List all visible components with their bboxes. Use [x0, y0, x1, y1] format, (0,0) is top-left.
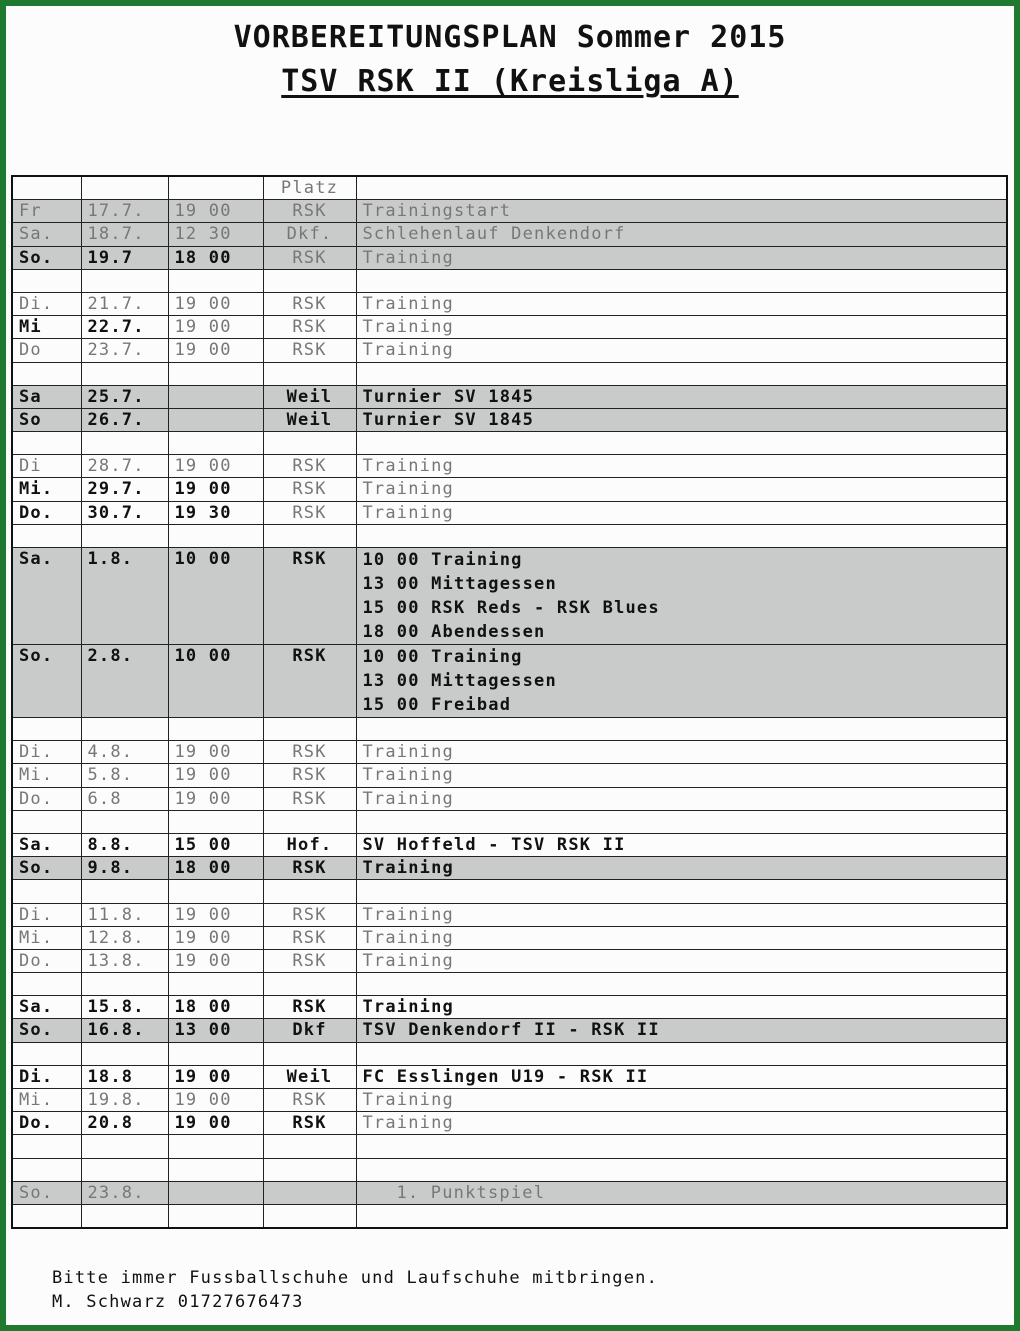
cell-desc: Training	[356, 1089, 1007, 1112]
header-day	[12, 176, 81, 200]
cell-date: 22.7.	[81, 316, 168, 339]
cell-place	[263, 1181, 356, 1204]
cell-time: 19 30	[168, 501, 263, 524]
cell-date: 23.7.	[81, 339, 168, 362]
blank-row	[12, 880, 1007, 903]
cell-place: RSK	[263, 292, 356, 315]
cell-place: RSK	[263, 857, 356, 880]
cell-desc: Training	[356, 455, 1007, 478]
cell-place: Dkf	[263, 1019, 356, 1042]
cell-date: 19.8.	[81, 1089, 168, 1112]
page-subtitle	[6, 64, 1014, 99]
cell-place: RSK	[263, 339, 356, 362]
cell-desc	[356, 718, 1007, 741]
table-row	[12, 857, 1007, 880]
cell-desc	[356, 432, 1007, 455]
cell-place: RSK	[263, 787, 356, 810]
cell-time	[168, 408, 263, 431]
cell-day: Do.	[12, 787, 81, 810]
header-desc	[356, 176, 1007, 200]
cell-day	[12, 524, 81, 547]
cell-day	[12, 1204, 81, 1228]
cell-day: Do	[12, 339, 81, 362]
cell-place	[263, 973, 356, 996]
cell-place: RSK	[263, 246, 356, 269]
table-row	[12, 1112, 1007, 1135]
cell-day: Mi	[12, 316, 81, 339]
cell-date	[81, 1204, 168, 1228]
cell-date: 15.8.	[81, 996, 168, 1019]
cell-date	[81, 524, 168, 547]
cell-day: So.	[12, 1019, 81, 1042]
cell-desc	[356, 269, 1007, 292]
cell-time	[168, 1135, 263, 1158]
blank-row	[12, 973, 1007, 996]
cell-time: 13 00	[168, 1019, 263, 1042]
desc-line: 10 00 Training	[362, 647, 523, 667]
cell-date	[81, 1042, 168, 1065]
cell-date: 8.8.	[81, 833, 168, 856]
cell-time: 19 00	[168, 949, 263, 972]
cell-place: RSK	[263, 949, 356, 972]
cell-day	[12, 1158, 81, 1181]
cell-date: 11.8.	[81, 903, 168, 926]
table-row	[12, 316, 1007, 339]
cell-time	[168, 1042, 263, 1065]
schedule-table-body	[12, 176, 1007, 1228]
cell-place: RSK	[263, 645, 356, 718]
cell-place: RSK	[263, 926, 356, 949]
table-row	[12, 645, 1007, 718]
cell-desc: Training	[356, 926, 1007, 949]
cell-desc: Training	[356, 764, 1007, 787]
table-header-row	[12, 176, 1007, 200]
table-row	[12, 339, 1007, 362]
cell-desc	[356, 973, 1007, 996]
cell-desc	[356, 880, 1007, 903]
cell-place: RSK	[263, 455, 356, 478]
cell-desc: Training	[356, 857, 1007, 880]
blank-row	[12, 1135, 1007, 1158]
cell-day	[12, 432, 81, 455]
cell-time: 19 00	[168, 1112, 263, 1135]
header-place: Platz	[263, 176, 356, 200]
table-row	[12, 1089, 1007, 1112]
table-row	[12, 926, 1007, 949]
cell-place: Weil	[263, 408, 356, 431]
cell-date	[81, 269, 168, 292]
cell-time	[168, 973, 263, 996]
cell-day: So.	[12, 857, 81, 880]
cell-date: 2.8.	[81, 645, 168, 718]
cell-desc: Training	[356, 1112, 1007, 1135]
cell-time: 19 00	[168, 478, 263, 501]
cell-day: So.	[12, 645, 81, 718]
table-row	[12, 1065, 1007, 1088]
cell-time	[168, 385, 263, 408]
cell-place	[263, 524, 356, 547]
cell-place	[263, 362, 356, 385]
cell-date	[81, 432, 168, 455]
table-row	[12, 200, 1007, 223]
cell-desc	[356, 548, 1007, 645]
cell-time	[168, 1158, 263, 1181]
cell-date: 26.7.	[81, 408, 168, 431]
blank-row	[12, 1204, 1007, 1228]
cell-place: RSK	[263, 548, 356, 645]
cell-date	[81, 880, 168, 903]
cell-time	[168, 810, 263, 833]
blank-row	[12, 432, 1007, 455]
cell-time: 19 00	[168, 787, 263, 810]
cell-place: RSK	[263, 316, 356, 339]
cell-day: So.	[12, 246, 81, 269]
cell-time	[168, 362, 263, 385]
cell-day: Sa	[12, 385, 81, 408]
cell-day: Sa.	[12, 548, 81, 645]
blank-row	[12, 269, 1007, 292]
table-row	[12, 1181, 1007, 1204]
footer-contact: M. Schwarz 01727676473	[52, 1292, 304, 1312]
cell-date	[81, 718, 168, 741]
cell-date: 12.8.	[81, 926, 168, 949]
cell-place	[263, 718, 356, 741]
cell-place: RSK	[263, 741, 356, 764]
cell-desc: Turnier SV 1845	[356, 408, 1007, 431]
cell-day	[12, 718, 81, 741]
cell-place	[263, 1042, 356, 1065]
table-row	[12, 903, 1007, 926]
cell-place	[263, 1204, 356, 1228]
cell-place: RSK	[263, 478, 356, 501]
cell-desc: Training	[356, 478, 1007, 501]
cell-day	[12, 880, 81, 903]
cell-date: 25.7.	[81, 385, 168, 408]
cell-time: 15 00	[168, 833, 263, 856]
cell-time: 19 00	[168, 1089, 263, 1112]
cell-desc	[356, 1158, 1007, 1181]
cell-day: Fr	[12, 200, 81, 223]
cell-place: RSK	[263, 200, 356, 223]
cell-time: 19 00	[168, 1065, 263, 1088]
table-row	[12, 408, 1007, 431]
cell-time: 19 00	[168, 455, 263, 478]
schedule-page	[6, 6, 1014, 1325]
page-subtitle-text: TSV RSK II (Kreisliga A)	[281, 64, 739, 99]
header-date	[81, 176, 168, 200]
cell-date	[81, 362, 168, 385]
cell-desc	[356, 524, 1007, 547]
cell-desc	[356, 810, 1007, 833]
cell-place: Hof.	[263, 833, 356, 856]
cell-time	[168, 880, 263, 903]
cell-day	[12, 810, 81, 833]
cell-day: Di	[12, 455, 81, 478]
cell-time: 19 00	[168, 764, 263, 787]
cell-place: Dkf.	[263, 223, 356, 246]
cell-desc: Schlehenlauf Denkendorf	[356, 223, 1007, 246]
cell-desc: Training	[356, 787, 1007, 810]
cell-day: Do.	[12, 949, 81, 972]
cell-date	[81, 1135, 168, 1158]
cell-time: 12 30	[168, 223, 263, 246]
header-time	[168, 176, 263, 200]
cell-date: 16.8.	[81, 1019, 168, 1042]
cell-day: So	[12, 408, 81, 431]
table-row	[12, 996, 1007, 1019]
table-row	[12, 223, 1007, 246]
table-row	[12, 385, 1007, 408]
cell-desc: Training	[356, 316, 1007, 339]
cell-day: Do.	[12, 1112, 81, 1135]
table-row	[12, 949, 1007, 972]
cell-desc: SV Hoffeld - TSV RSK II	[356, 833, 1007, 856]
cell-date: 6.8	[81, 787, 168, 810]
blank-row	[12, 524, 1007, 547]
table-row	[12, 1019, 1007, 1042]
table-row	[12, 741, 1007, 764]
cell-date: 28.7.	[81, 455, 168, 478]
table-row	[12, 764, 1007, 787]
footer-note: Bitte immer Fussballschuhe und Laufschuhe mitbringen.	[52, 1268, 659, 1288]
cell-day	[12, 973, 81, 996]
cell-time: 19 00	[168, 200, 263, 223]
blank-row	[12, 810, 1007, 833]
cell-date: 18.8	[81, 1065, 168, 1088]
cell-desc	[356, 362, 1007, 385]
cell-time: 19 00	[168, 926, 263, 949]
cell-date: 9.8.	[81, 857, 168, 880]
cell-desc: Training	[356, 292, 1007, 315]
cell-day: Mi.	[12, 1089, 81, 1112]
cell-day: Sa.	[12, 223, 81, 246]
table-row	[12, 246, 1007, 269]
desc-line: 18 00 Abendessen	[362, 622, 546, 642]
desc-line: 10 00 Training	[362, 550, 523, 570]
desc-line: 13 00 Mittagessen	[362, 574, 557, 594]
cell-place	[263, 1158, 356, 1181]
cell-desc: Training	[356, 949, 1007, 972]
cell-time	[168, 1204, 263, 1228]
cell-place: RSK	[263, 1112, 356, 1135]
cell-desc: Training	[356, 741, 1007, 764]
table-row	[12, 501, 1007, 524]
cell-time: 19 00	[168, 903, 263, 926]
table-row	[12, 292, 1007, 315]
cell-day: Mi.	[12, 764, 81, 787]
cell-desc	[356, 1204, 1007, 1228]
cell-desc: Training	[356, 339, 1007, 362]
cell-day: Di.	[12, 1065, 81, 1088]
desc-line: 15 00 Freibad	[362, 695, 512, 715]
cell-desc: Training	[356, 501, 1007, 524]
cell-date: 17.7.	[81, 200, 168, 223]
cell-desc: Training	[356, 996, 1007, 1019]
cell-day	[12, 269, 81, 292]
cell-date: 23.8.	[81, 1181, 168, 1204]
cell-date	[81, 1158, 168, 1181]
cell-time	[168, 718, 263, 741]
cell-place: RSK	[263, 1089, 356, 1112]
cell-time	[168, 269, 263, 292]
cell-place: Weil	[263, 385, 356, 408]
cell-desc	[356, 1135, 1007, 1158]
cell-day: Mi.	[12, 926, 81, 949]
cell-date: 13.8.	[81, 949, 168, 972]
cell-day	[12, 1135, 81, 1158]
cell-desc	[356, 645, 1007, 718]
cell-place: RSK	[263, 501, 356, 524]
cell-date: 1.8.	[81, 548, 168, 645]
cell-date: 4.8.	[81, 741, 168, 764]
cell-time	[168, 432, 263, 455]
cell-place	[263, 810, 356, 833]
cell-date: 30.7.	[81, 501, 168, 524]
blank-row	[12, 1042, 1007, 1065]
table-row	[12, 548, 1007, 645]
table-row	[12, 833, 1007, 856]
cell-desc: 1. Punktspiel	[356, 1181, 1007, 1204]
cell-day	[12, 1042, 81, 1065]
cell-date: 29.7.	[81, 478, 168, 501]
cell-time: 19 00	[168, 741, 263, 764]
cell-place	[263, 269, 356, 292]
cell-place: RSK	[263, 764, 356, 787]
cell-desc: Training	[356, 903, 1007, 926]
table-row	[12, 787, 1007, 810]
cell-time	[168, 524, 263, 547]
cell-place: Weil	[263, 1065, 356, 1088]
cell-date: 18.7.	[81, 223, 168, 246]
cell-day: Sa.	[12, 996, 81, 1019]
cell-desc: FC Esslingen U19 - RSK II	[356, 1065, 1007, 1088]
cell-date: 19.7	[81, 246, 168, 269]
blank-row	[12, 1158, 1007, 1181]
cell-place	[263, 1135, 356, 1158]
cell-place: RSK	[263, 996, 356, 1019]
cell-place	[263, 880, 356, 903]
cell-desc: TSV Denkendorf II - RSK II	[356, 1019, 1007, 1042]
cell-day: So.	[12, 1181, 81, 1204]
cell-date	[81, 973, 168, 996]
cell-date: 20.8	[81, 1112, 168, 1135]
cell-time: 18 00	[168, 996, 263, 1019]
cell-place	[263, 432, 356, 455]
cell-day: Di.	[12, 292, 81, 315]
cell-time	[168, 1181, 263, 1204]
cell-day: Di.	[12, 741, 81, 764]
cell-date: 5.8.	[81, 764, 168, 787]
table-row	[12, 455, 1007, 478]
cell-time: 10 00	[168, 548, 263, 645]
cell-time: 19 00	[168, 292, 263, 315]
page-title: VORBEREITUNGSPLAN Sommer 2015	[233, 20, 787, 55]
cell-time: 10 00	[168, 645, 263, 718]
desc-line: 15 00 RSK Reds - RSK Blues	[362, 598, 660, 618]
cell-desc	[356, 1042, 1007, 1065]
cell-time: 19 00	[168, 316, 263, 339]
cell-desc: Training	[356, 246, 1007, 269]
cell-day: Sa.	[12, 833, 81, 856]
blank-row	[12, 718, 1007, 741]
cell-day: Mi.	[12, 478, 81, 501]
cell-time: 19 00	[168, 339, 263, 362]
cell-time: 18 00	[168, 246, 263, 269]
blank-row	[12, 362, 1007, 385]
cell-desc: Trainingstart	[356, 200, 1007, 223]
desc-line: 13 00 Mittagessen	[362, 671, 557, 691]
cell-day	[12, 362, 81, 385]
table-row	[12, 478, 1007, 501]
cell-date: 21.7.	[81, 292, 168, 315]
schedule-table	[11, 175, 1008, 1229]
cell-date	[81, 810, 168, 833]
cell-place: RSK	[263, 903, 356, 926]
cell-time: 18 00	[168, 857, 263, 880]
cell-day: Do.	[12, 501, 81, 524]
cell-day: Di.	[12, 903, 81, 926]
cell-desc: Turnier SV 1845	[356, 385, 1007, 408]
